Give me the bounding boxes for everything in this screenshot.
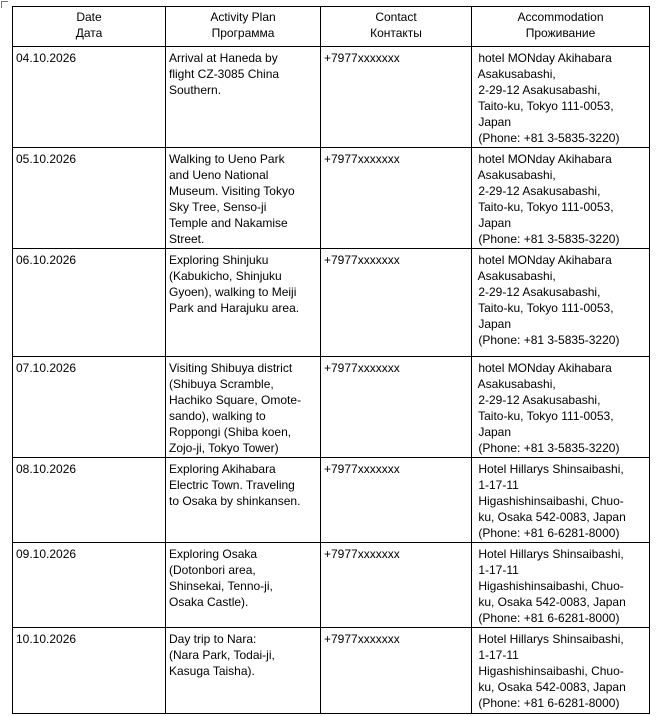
accommodation-line: Japan [475,216,512,230]
table-row [13,458,650,543]
accommodation-line: ku, Osaka 542-0083, Japan [475,680,626,694]
header-label-ru: Программа [211,26,275,40]
accommodation-line: Taito-ku, Tokyo 111-0053, [475,200,614,214]
accommodation-cell[interactable] [472,47,650,148]
activity-line: Southern. [169,83,222,97]
activity-line: Electric Town. Traveling [169,478,295,492]
activity-cell[interactable] [166,357,321,458]
activity-line: flight CZ-3085 China [169,67,280,81]
accommodation-line: Asakusabashi, [475,269,556,283]
accommodation-line: Asakusabashi, [475,377,556,391]
date-cell[interactable] [13,628,166,714]
table-row [13,249,650,357]
header-label-en: Accommodation [517,10,604,24]
header-label-en: Date [76,10,102,24]
header-label-ru: Проживание [525,26,596,40]
activity-line: Hachiko Square, Omote- [169,393,302,407]
accommodation-line: Higashishinsaibashi, Chuo- [475,494,624,508]
accommodation-line: 1-17-11 [475,648,519,662]
accommodation-line: Higashishinsaibashi, Chuo- [475,579,624,593]
accommodation-line: Japan [475,425,512,439]
date-cell[interactable] [13,357,166,458]
activity-line: (Dotonbori area, [169,563,256,577]
activity-line: to Osaka by shinkansen. [169,494,301,508]
table-row [13,47,650,148]
contact-cell[interactable] [321,458,472,543]
accommodation-line: Hotel Hillarys Shinsaibashi, [475,547,624,561]
contact-cell[interactable] [321,249,472,357]
activity-line: Walking to Ueno Park [169,152,285,166]
activity-cell[interactable] [166,543,321,628]
accommodation-line: (Phone: +81 6-6281-8000) [475,696,620,710]
accommodation-cell[interactable] [472,249,650,357]
activity-line: (Nara Park, Todai-ji, [169,648,275,662]
activity-line: Shinsekai, Tenno-ji, [169,579,273,593]
accommodation-line: (Phone: +81 3-5835-3220) [475,333,620,347]
activity-line: Sky Tree, Senso-ji [169,200,267,214]
date-cell[interactable] [13,249,166,357]
contact-cell[interactable] [321,543,472,628]
activity-cell[interactable] [166,148,321,249]
header-activity [166,7,321,47]
accommodation-line: Taito-ku, Tokyo 111-0053, [475,409,614,423]
activity-line: Roppongi (Shiba koen, [169,425,292,439]
date-text: 10.10.2026 [16,632,77,646]
header-label-en: Activity Plan [210,10,276,24]
activity-line: and Ueno National [169,168,269,182]
accommodation-line: 2-29-12 Asakusabashi, [475,393,601,407]
contact-cell[interactable] [321,628,472,714]
itinerary-table [12,6,650,714]
header-accommodation [472,7,650,47]
accommodation-line: hotel MONday Akihabara [475,51,612,65]
header-row [13,7,650,47]
activity-line: Day trip to Nara: [169,632,257,646]
activity-line: (Shibuya Scramble, [169,377,274,391]
activity-line: sando), walking to [169,409,266,423]
accommodation-line: (Phone: +81 6-6281-8000) [475,611,620,625]
accommodation-line: 2-29-12 Asakusabashi, [475,184,601,198]
accommodation-line: Hotel Hillarys Shinsaibashi, [475,462,624,476]
accommodation-line: Taito-ku, Tokyo 111-0053, [475,99,614,113]
accommodation-line: hotel MONday Akihabara [475,152,612,166]
accommodation-line: Hotel Hillarys Shinsaibashi, [475,632,624,646]
contact-text: +7977xxxxxxx [324,51,400,65]
activity-cell[interactable] [166,47,321,148]
contact-text: +7977xxxxxxx [324,361,400,375]
accommodation-line: Asakusabashi, [475,168,556,182]
date-text: 05.10.2026 [16,152,77,166]
accommodation-line: Japan [475,115,512,129]
header-label-en: Contact [375,10,417,24]
accommodation-line: Higashishinsaibashi, Chuo- [475,664,624,678]
activity-line: Gyoen), walking to Meiji [169,285,297,299]
accommodation-cell[interactable] [472,458,650,543]
header-contact [321,7,472,47]
contact-text: +7977xxxxxxx [324,462,400,476]
accommodation-line: (Phone: +81 3-5835-3220) [475,232,620,246]
date-cell[interactable] [13,543,166,628]
activity-cell[interactable] [166,628,321,714]
date-text: 08.10.2026 [16,462,77,476]
activity-cell[interactable] [166,458,321,543]
contact-cell[interactable] [321,148,472,249]
accommodation-cell[interactable] [472,357,650,458]
activity-line: Exploring Shinjuku [169,253,269,267]
accommodation-line: 1-17-11 [475,563,519,577]
contact-text: +7977xxxxxxx [324,253,400,267]
activity-line: Osaka Castle). [169,595,249,609]
header-date [13,7,166,47]
activity-line: Exploring Osaka [169,547,258,561]
accommodation-cell[interactable] [472,543,650,628]
accommodation-line: 2-29-12 Asakusabashi, [475,285,601,299]
accommodation-line: (Phone: +81 3-5835-3220) [475,131,620,145]
activity-line: (Kabukicho, Shinjuku [169,269,282,283]
activity-line: Exploring Akihabara [169,462,276,476]
table-row [13,543,650,628]
activity-line: Temple and Nakamise [169,216,288,230]
activity-cell[interactable] [166,249,321,357]
activity-line: Zojo-ji, Tokyo Tower) [169,441,279,455]
accommodation-line: (Phone: +81 6-6281-8000) [475,526,620,540]
accommodation-line: Asakusabashi, [475,67,556,81]
activity-line: Arrival at Haneda by [169,51,278,65]
date-text: 04.10.2026 [16,51,77,65]
accommodation-cell[interactable] [472,148,650,249]
table-row [13,357,650,458]
contact-text: +7977xxxxxxx [324,152,400,166]
accommodation-line: Taito-ku, Tokyo 111-0053, [475,301,614,315]
date-cell[interactable] [13,458,166,543]
contact-cell[interactable] [321,357,472,458]
table-row [13,628,650,714]
activity-line: Street. [169,232,205,246]
accommodation-line: ku, Osaka 542-0083, Japan [475,510,626,524]
table-row [13,148,650,249]
activity-line: Kasuga Taisha). [169,664,255,678]
contact-text: +7977xxxxxxx [324,547,400,561]
contact-cell[interactable] [321,47,472,148]
accommodation-line: hotel MONday Akihabara [475,361,612,375]
table-move-handle-icon[interactable] [1,1,8,8]
activity-line: Park and Harajuku area. [169,301,300,315]
date-text: 07.10.2026 [16,361,77,375]
accommodation-line: ku, Osaka 542-0083, Japan [475,595,626,609]
accommodation-line: 1-17-11 [475,478,519,492]
contact-text: +7977xxxxxxx [324,632,400,646]
date-text: 06.10.2026 [16,253,77,267]
activity-line: Museum. Visiting Tokyo [169,184,295,198]
date-cell[interactable] [13,148,166,249]
accommodation-line: (Phone: +81 3-5835-3220) [475,441,620,455]
date-cell[interactable] [13,47,166,148]
header-label-ru: Контакты [370,26,422,40]
date-text: 09.10.2026 [16,547,77,561]
accommodation-line: Japan [475,317,512,331]
accommodation-line: hotel MONday Akihabara [475,253,612,267]
activity-line: Visiting Shibuya district [169,361,293,375]
header-label-ru: Дата [75,26,103,40]
accommodation-cell[interactable] [472,628,650,714]
accommodation-line: 2-29-12 Asakusabashi, [475,83,601,97]
